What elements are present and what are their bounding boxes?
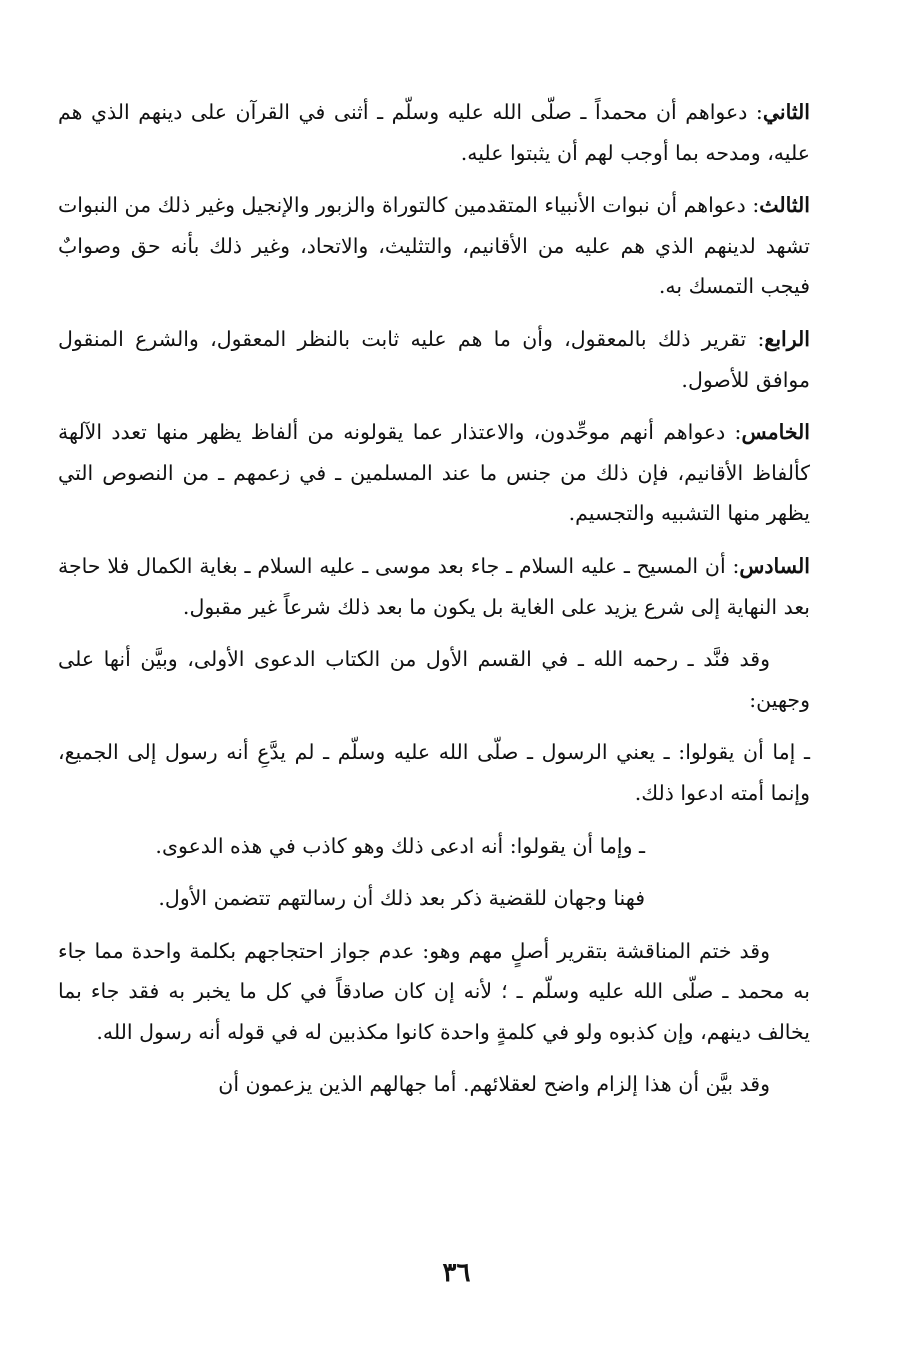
paragraph-sixth-claim [58, 546, 810, 627]
paragraph-second-aspect [58, 826, 810, 867]
paragraph-lead: السادس [739, 553, 810, 578]
paragraph-fifth-claim [58, 412, 810, 534]
paragraph-fourth-claim [58, 319, 810, 400]
paragraph-text: : دعواهم أنهم موحِّدون، والاعتذار عما يقولونه من ألفاظ يظهر منها تعدد الآلهة كألفاظ الأقانيم، فإن ذلك من جنس ما عند المسلمين ـ في زعمهم ـ من النصوص التي يظهر منها التشبيه والتجسيم. [58, 420, 810, 526]
paragraph-lead: الخامس [741, 420, 810, 445]
paragraph-text: وقد بيَّن أن هذا إلزام واضح لعقلائهم. أما جهالهم الذين يزعمون أن [218, 1072, 770, 1097]
paragraph-lead: الثاني [762, 100, 810, 124]
paragraph-text: وقد ختم المناقشة بتقرير أصلٍ مهم وهو: عدم جواز احتجاجهم بكلمة واحدة مما جاء به محمد ـ صلّى الله عليه وسلّم ـ ؛ لأنه إن كان صادقاً في كل ما يخبر به فقد جاء بما يخالف دينهم، وإن كذبوه ولو في كلمةٍ واحدة كانوا مكذبين له في قوله أنه رسول الله. [58, 938, 810, 1044]
paragraph-text: : تقرير ذلك بالمعقول، وأن ما هم عليه ثابت بالنظر المعقول، والشرع المنقول موافق للأصول. [58, 326, 810, 392]
paragraph-closing [58, 1064, 810, 1105]
paragraph-lead: الرابع [764, 326, 810, 351]
paragraph-third-claim [58, 185, 810, 307]
page-body [58, 92, 810, 1117]
paragraph-text: ـ إما أن يقولوا: ـ يعني الرسول ـ صلّى الله عليه وسلّم ـ لم يدَّعِ أنه رسول إلى الجميع، وإنما أمته ادعوا ذلك. [58, 740, 810, 805]
paragraph-second-claim [58, 92, 810, 173]
paragraph-text: : دعواهم أن محمداً ـ صلّى الله عليه وسلّم ـ أثنى في القرآن على دينهم الذي هم عليه، ومدحه بما أوجب لهم أن يثبتوا عليه. [58, 100, 810, 165]
paragraph-conclusion [58, 931, 810, 1053]
page-number: ٣٦ [442, 1258, 471, 1288]
paragraph-text: فهنا وجهان للقضية ذكر بعد ذلك أن رسالتهم تتضمن الأول. [158, 886, 645, 911]
paragraph-aspects-summary [58, 878, 810, 919]
paragraph-refutation-intro [58, 639, 810, 720]
paragraph-text: : دعواهم أن نبوات الأنبياء المتقدمين كالتوراة والزبور والإنجيل وغير ذلك من النبوات تشهد لدينهم الذي هم عليه من الأقانيم، والتثليث، والاتحاد، وغير ذلك بأنه حق وصوابٌ فيجب التمسك به. [58, 193, 810, 299]
paragraph-text: : أن المسيح ـ عليه السلام ـ جاء بعد موسى ـ عليه السلام ـ بغاية الكمال فلا حاجة بعد النهاية إلى شرع يزيد على الغاية بل يكون ما بعد ذلك شرعاً غير مقبول. [58, 553, 810, 619]
paragraph-lead: الثالث [759, 193, 810, 218]
paragraph-text: وقد فنَّد ـ رحمه الله ـ في القسم الأول من الكتاب الدعوى الأولى، وبيَّن أنها على وجهين: [58, 647, 810, 712]
paragraph-first-aspect [58, 732, 810, 813]
paragraph-text: ـ وإما أن يقولوا: أنه ادعى ذلك وهو كاذب في هذه الدعوى. [155, 833, 645, 858]
